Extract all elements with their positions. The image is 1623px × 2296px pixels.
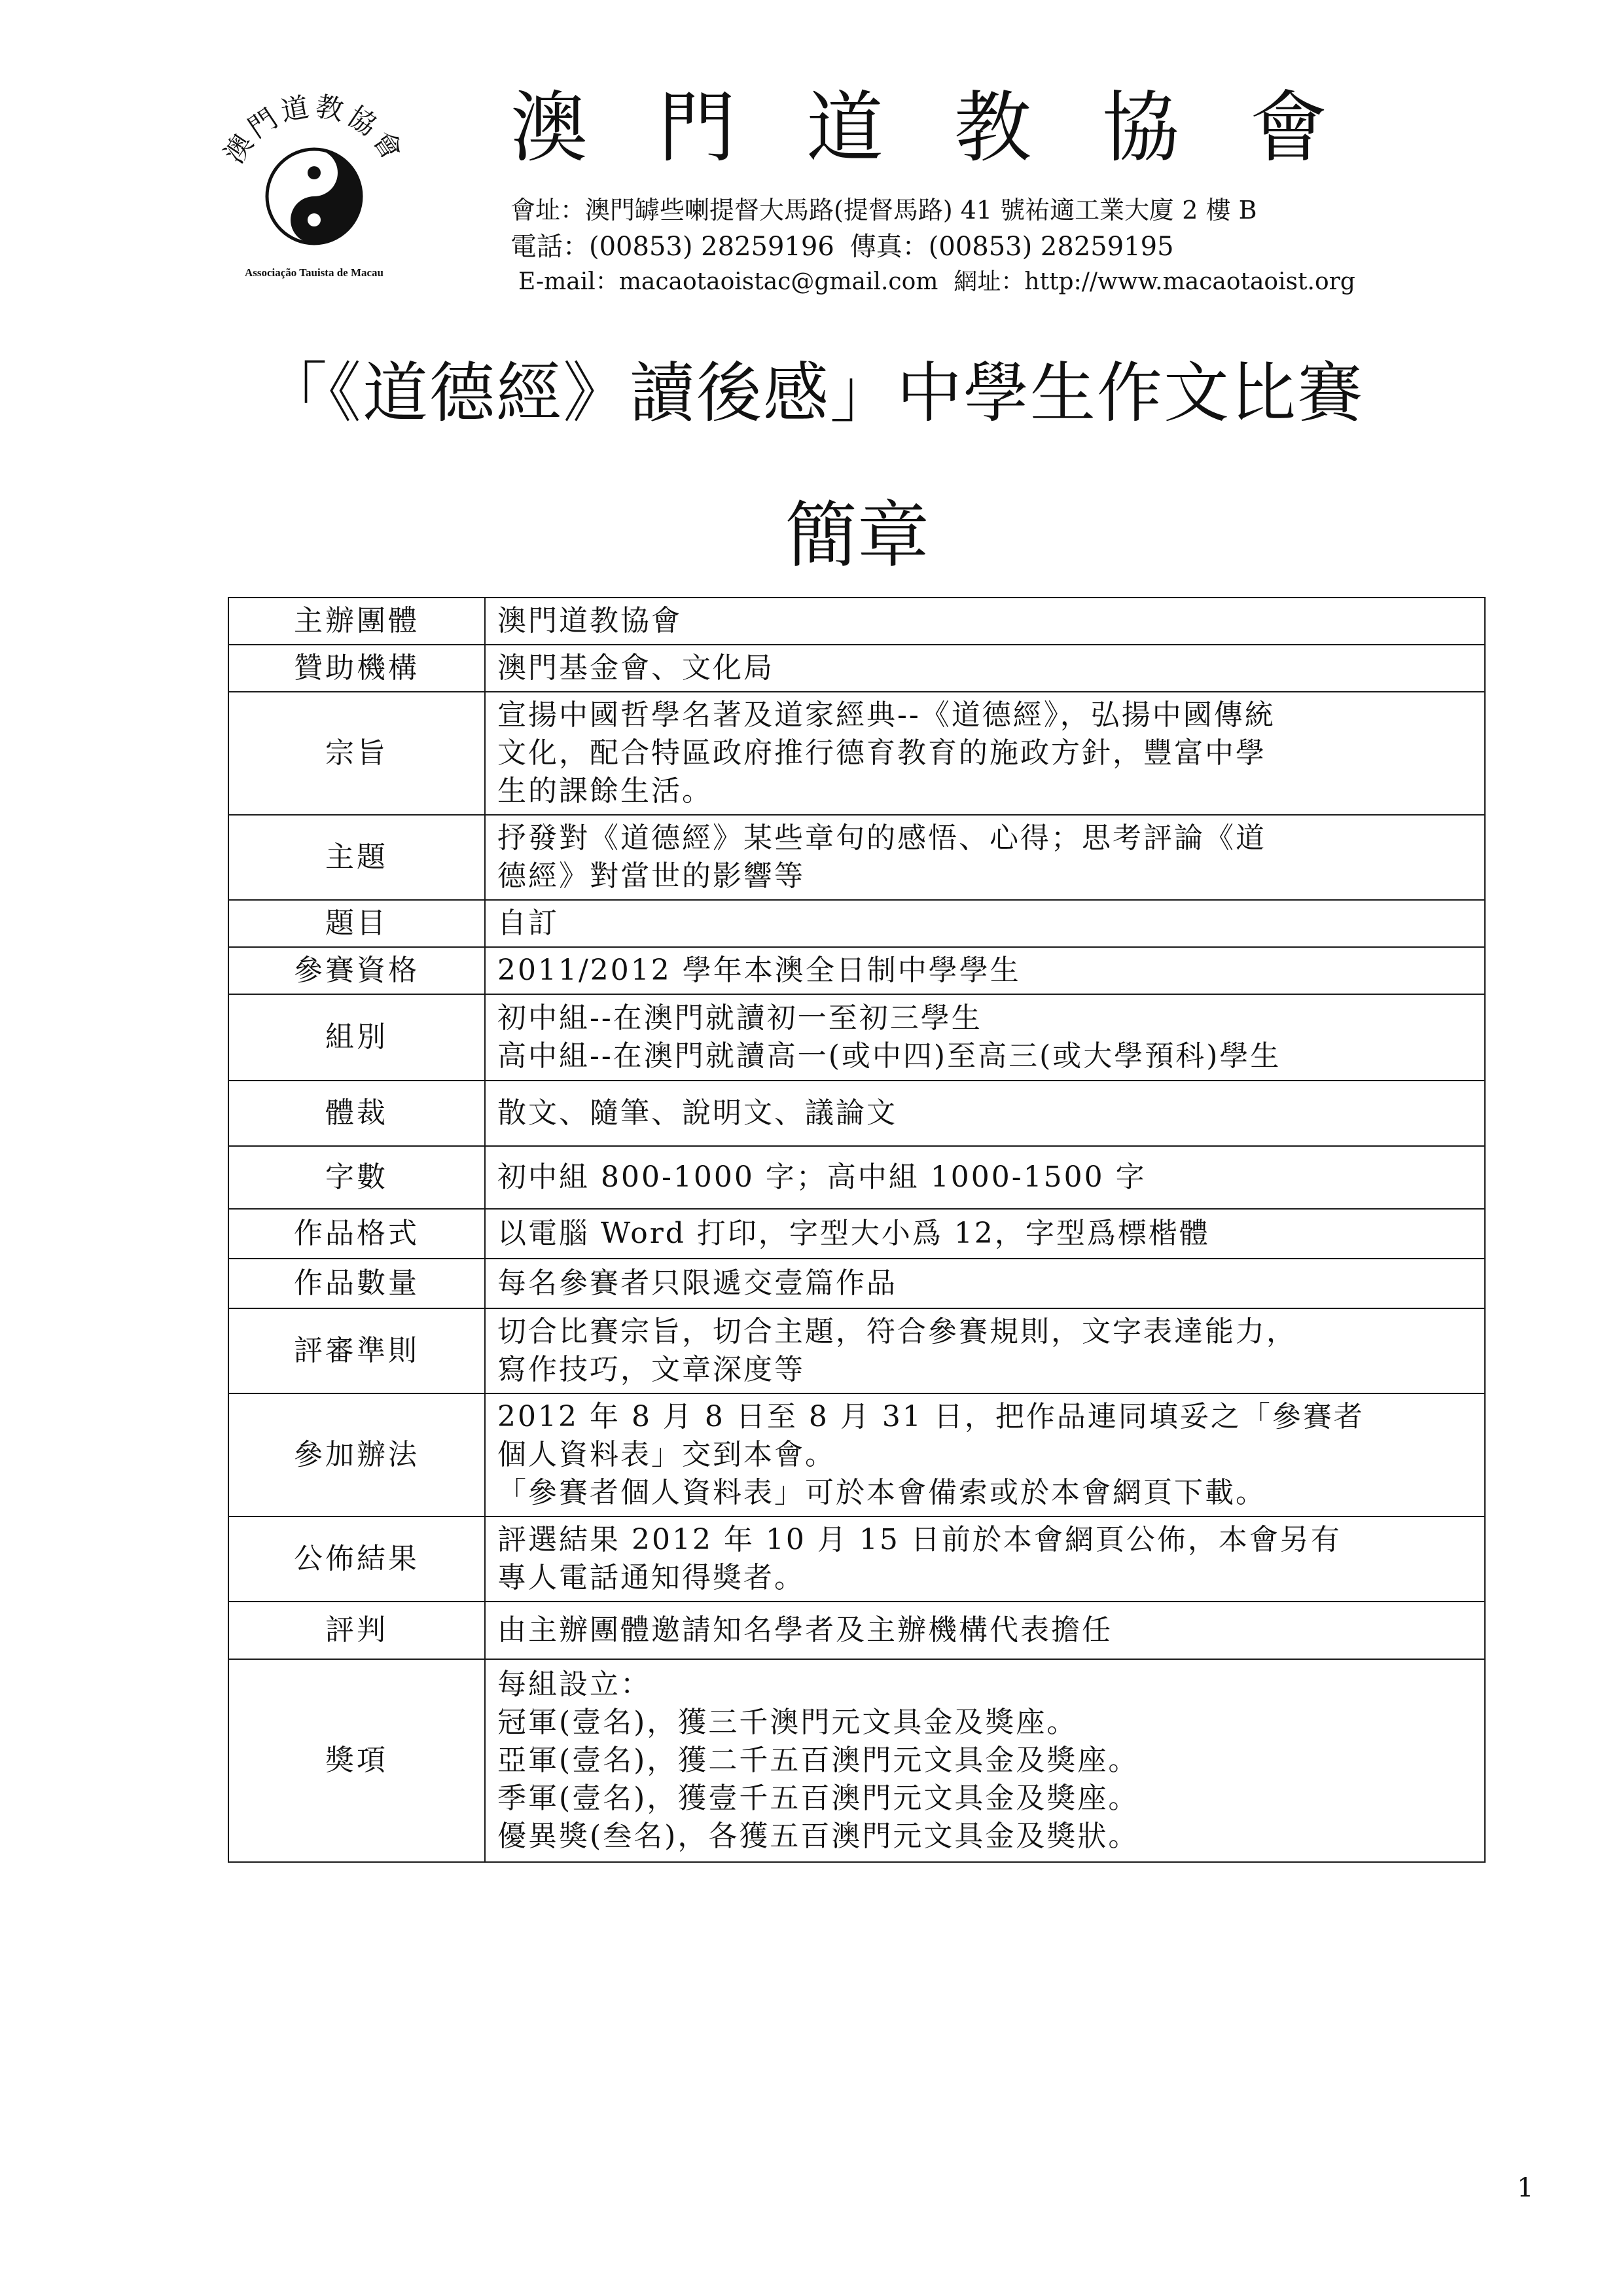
- rule-value: [485, 1659, 1485, 1862]
- rule-value: [485, 1308, 1485, 1393]
- rule-label: 主題: [228, 815, 485, 900]
- rule-value-line: 文化，配合特區政府推行德育教育的施政方針，豐富中學: [497, 736, 1266, 770]
- rule-value-line: 初中組--在澳門就讀初一至初三學生: [497, 1001, 982, 1035]
- rule-value-line: 「參賽者個人資料表」可於本會備索或於本會網頁下載。: [497, 1476, 1266, 1509]
- fax-number: 傳真：(00853) 28259195: [849, 232, 1174, 262]
- rule-value-line: 個人資料表」交到本會。: [497, 1438, 836, 1471]
- rule-value-line: 2012 年 8 月 8 日至 8 月 31 日，把作品連同填妥之「參賽者: [497, 1400, 1364, 1433]
- rule-row: [228, 1516, 1485, 1602]
- website-url: 網址：http://www.macaotaoist.org: [954, 268, 1355, 295]
- rule-value-line: 抒發對《道德經》某些章句的感悟、心得；思考評論《道: [497, 821, 1266, 855]
- rule-label: 評判: [228, 1602, 485, 1659]
- rule-value: [485, 1602, 1485, 1659]
- document-title: 「《道德經》讀後感」中學生作文比賽: [262, 355, 1364, 431]
- rule-value-line: 專人電話通知得獎者。: [497, 1561, 805, 1594]
- rule-value-line: 冠軍(壹名)，獲三千澳門元文具金及獎座。: [497, 1706, 1078, 1739]
- phone-number: 電話：(00853) 28259196: [510, 232, 834, 262]
- rule-value: [485, 1516, 1485, 1602]
- rule-value-line: 評選結果 2012 年 10 月 15 日前於本會網頁公佈，本會另有: [497, 1523, 1342, 1556]
- rule-value-line: 季軍(壹名)，獲壹千五百澳門元文具金及獎座。: [497, 1782, 1139, 1815]
- rule-value: [485, 1146, 1485, 1209]
- rule-label: 作品格式: [228, 1209, 485, 1259]
- page-number: 1: [1517, 2173, 1534, 2203]
- rule-value-line: 2011/2012 學年本澳全日制中學學生: [497, 954, 1021, 987]
- rule-value-line: 優異獎(叁名)，各獲五百澳門元文具金及獎狀。: [497, 1820, 1139, 1853]
- rule-label: 組別: [228, 994, 485, 1081]
- rule-row: [228, 1602, 1485, 1659]
- rule-value-line: 宣揚中國哲學名著及道家經典--《道德經》，弘揚中國傳統: [497, 698, 1275, 732]
- rule-value-line: 自訂: [497, 906, 559, 940]
- rule-row: [228, 1259, 1485, 1308]
- rule-value: [485, 1209, 1485, 1259]
- rule-row: [228, 994, 1485, 1081]
- seal-caption: Associação Tauista de Macau: [244, 266, 384, 279]
- rule-row: [228, 692, 1485, 815]
- rule-row: [228, 900, 1485, 947]
- email-web-line: [518, 263, 1355, 296]
- rule-label: 參賽資格: [228, 947, 485, 994]
- rule-row: [228, 598, 1485, 645]
- rule-value-line: 以電腦 Word 打印，字型大小爲 12，字型爲標楷體: [497, 1217, 1210, 1250]
- rule-label: 公佈結果: [228, 1516, 485, 1602]
- rule-value: [485, 994, 1485, 1081]
- rule-label: 評審準則: [228, 1308, 485, 1393]
- rule-label: 贊助機構: [228, 645, 485, 692]
- organization-name: 澳門道教協會: [510, 82, 1399, 173]
- rule-row: [228, 815, 1485, 900]
- rule-label: 題目: [228, 900, 485, 947]
- rule-value: [485, 1393, 1485, 1516]
- rule-label: 主辦團體: [228, 598, 485, 645]
- rule-label: 獎項: [228, 1659, 485, 1862]
- rule-label: 體裁: [228, 1081, 485, 1146]
- rule-value-line: 由主辦團體邀請知名學者及主辦機構代表擔任: [497, 1613, 1113, 1647]
- competition-rules-table: [228, 597, 1486, 1863]
- rule-label: 參加辦法: [228, 1393, 485, 1516]
- rule-row: [228, 947, 1485, 994]
- rule-value: [485, 900, 1485, 947]
- association-seal: [196, 72, 432, 295]
- rule-value-line: 高中組--在澳門就讀高一(或中四)至高三(或大學預科)學生: [497, 1039, 1281, 1073]
- rule-row: [228, 1209, 1485, 1259]
- document-subtitle: 簡章: [785, 493, 929, 577]
- rule-row: [228, 1393, 1485, 1516]
- rule-value: [485, 815, 1485, 900]
- rule-value-line: 澳門道教協會: [497, 604, 682, 637]
- rule-value: [485, 947, 1485, 994]
- rule-value-line: 寫作技巧，文章深度等: [497, 1353, 805, 1386]
- rule-label: 作品數量: [228, 1259, 485, 1308]
- seal-arc-text: 澳門道教協會: [217, 90, 411, 170]
- rule-row: [228, 1308, 1485, 1393]
- address-line: 會址：澳門罅些喇提督大馬路(提督馬路) 41 號祐適工業大廈 2 樓 B: [510, 196, 1257, 224]
- rule-value-line: 散文、隨筆、說明文、議論文: [497, 1096, 897, 1130]
- rule-row: [228, 1081, 1485, 1146]
- rule-value-line: 初中組 800-1000 字；高中組 1000-1500 字: [497, 1160, 1147, 1194]
- email-address: E-mail：macaotaoistac@gmail.com: [518, 268, 938, 295]
- rule-label: 字數: [228, 1146, 485, 1209]
- rule-value-line: 每名參賽者只限遞交壹篇作品: [497, 1266, 897, 1300]
- rule-value: [485, 645, 1485, 692]
- yin-yang-seal-icon: [196, 72, 432, 295]
- rule-row: [228, 1146, 1485, 1209]
- rule-value-line: 澳門基金會、文化局: [497, 651, 774, 685]
- rule-value: [485, 1259, 1485, 1308]
- rule-value: [485, 1081, 1485, 1146]
- rule-label: 宗旨: [228, 692, 485, 815]
- rule-value-line: 生的課餘生活。: [497, 774, 713, 808]
- rule-value-line: 亞軍(壹名)，獲二千五百澳門元文具金及獎座。: [497, 1744, 1139, 1777]
- rule-value: [485, 692, 1485, 815]
- rule-row: [228, 645, 1485, 692]
- rule-row: [228, 1659, 1485, 1862]
- phone-fax-line: [510, 226, 1174, 263]
- rule-value: [485, 598, 1485, 645]
- rule-value-line: 每組設立：: [497, 1668, 651, 1701]
- rule-value-line: 德經》對當世的影響等: [497, 859, 805, 893]
- rule-value-line: 切合比賽宗旨，切合主題，符合參賽規則，文字表達能力，: [497, 1315, 1297, 1348]
